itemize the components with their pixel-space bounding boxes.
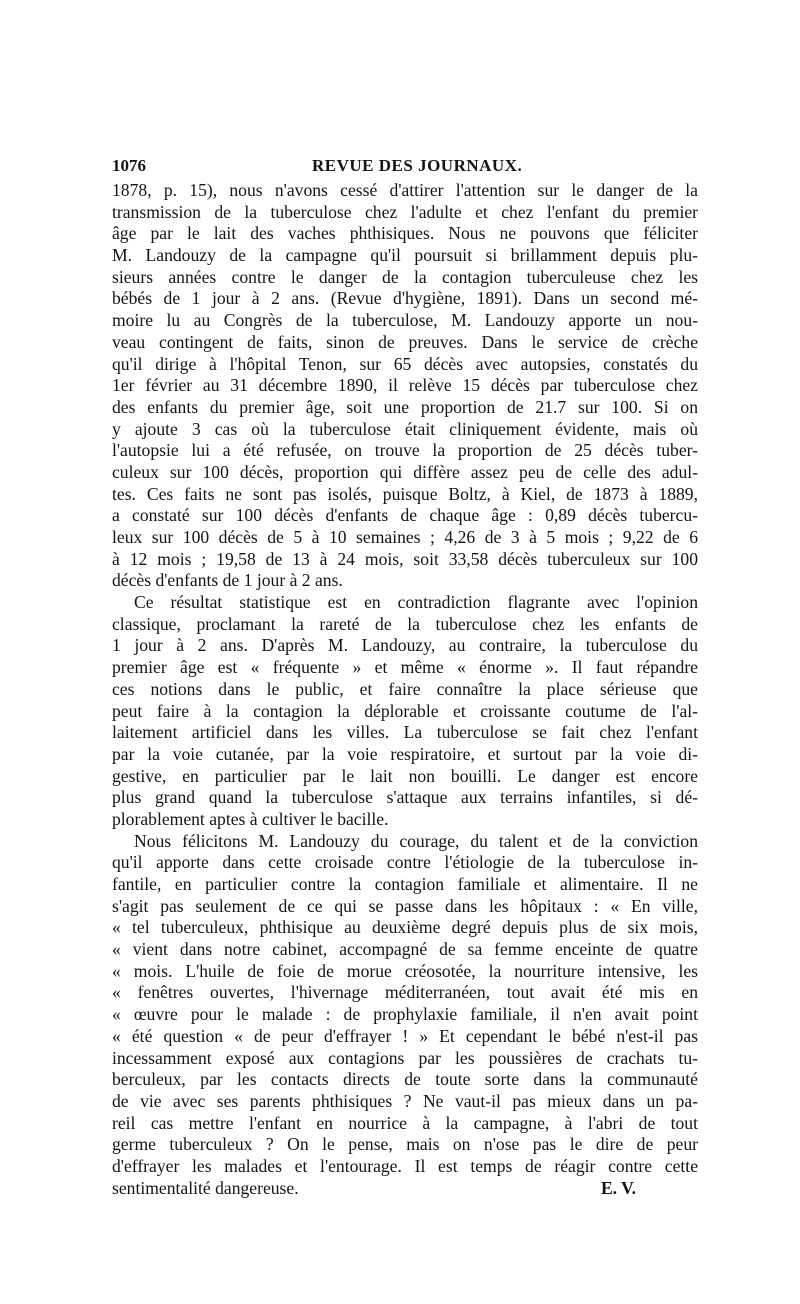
text-line — [112, 1069, 698, 1091]
text-line — [112, 874, 698, 896]
line-text: de vie avec ses parents phthisiques ? Ne vaut-il pas mieux dans un pa- — [112, 1090, 698, 1111]
line-text: l'autopsie lui a été refusée, on trouve la proportion de 25 décès tuber- — [112, 440, 698, 461]
line-text: à 12 mois ; 19,58 de 13 à 24 mois, soit 33,58 décès tuberculeux sur 100 — [112, 548, 698, 569]
line-text: berculeux, par les contacts directs de toute sorte dans la communauté — [112, 1069, 698, 1090]
text-line — [112, 310, 698, 332]
text-line — [112, 744, 698, 766]
text-line — [112, 939, 698, 961]
line-text: des enfants du premier âge, soit une proportion de 21.7 sur 100. Si on — [112, 396, 698, 417]
text-line — [112, 1134, 698, 1156]
line-text: « fenêtres ouvertes, l'hivernage méditerranéen, tout avait été mis en — [112, 982, 698, 1003]
text-line — [112, 809, 698, 831]
text-line — [112, 896, 698, 918]
text-line — [112, 419, 698, 441]
line-text: « tel tuberculeux, phthisique au deuxième degré depuis plus de six mois, — [112, 917, 698, 938]
line-text: y ajoute 3 cas où la tuberculose était cliniquement évidente, mais où — [112, 418, 698, 439]
line-text: reil cas mettre l'enfant en nourrice à la campagne, à l'abri de tout — [112, 1112, 698, 1133]
text-line — [112, 592, 698, 614]
line-text: plus grand quand la tuberculose s'attaque aux terrains infantiles, si dé- — [112, 787, 698, 808]
line-text: classique, proclamant la rareté de la tuberculose chez les enfants de — [112, 613, 698, 634]
line-text: 1 jour à 2 ans. D'après M. Landouzy, au contraire, la tuberculose du — [112, 635, 698, 656]
line-text: veau contingent de faits, sinon de preuves. Dans le service de crèche — [112, 331, 698, 352]
line-text: tes. Ces faits ne sont pas isolés, puisque Boltz, à Kiel, de 1873 à 1889, — [112, 483, 698, 504]
line-text: Ce résultat statistique est en contradiction flagrante avec l'opinion — [134, 592, 698, 613]
text-line — [112, 484, 698, 506]
text-line — [112, 722, 698, 744]
line-text: sentimentalité dangereuse. — [112, 1177, 299, 1198]
text-line — [112, 701, 698, 723]
line-text: fantile, en particulier contre la contagion familiale et alimentaire. Il ne — [112, 874, 698, 894]
text-line — [112, 570, 698, 592]
line-text: Nous félicitons M. Landouzy du courage, du talent et de la conviction — [134, 830, 698, 851]
text-line — [112, 1004, 698, 1026]
text-line — [112, 527, 698, 549]
line-text: « mois. L'huile de foie de morue créosotée, la nourriture intensive, les — [112, 960, 698, 981]
line-text: plorablement aptes à cultiver le bacille. — [112, 808, 389, 829]
line-text: premier âge est « fréquente » et même « énorme ». Il faut répandre — [112, 657, 698, 678]
line-text: qu'il dirige à l'hôpital Tenon, sur 65 décès avec autopsies, constatés du — [112, 353, 698, 374]
text-line — [112, 223, 698, 245]
page-header — [112, 150, 698, 180]
text-line — [112, 917, 698, 939]
text-line — [112, 787, 698, 809]
text-line — [112, 505, 698, 527]
text-line — [112, 397, 698, 419]
text-line — [112, 635, 698, 657]
line-text: sieurs années contre le danger de la contagion tuberculeuse chez les — [112, 266, 698, 287]
line-text: leux sur 100 décès de 5 à 10 semaines ; 4,26 de 3 à 5 mois ; 9,22 de 6 — [112, 527, 698, 547]
text-line — [112, 982, 698, 1004]
text-line — [112, 766, 698, 788]
line-text: 1er février au 31 décembre 1890, il relève 15 décès par tuberculose chez — [112, 375, 698, 396]
text-line — [112, 657, 698, 679]
line-text: s'agit pas seulement de ce qui se passe dans les hôpitaux : « En ville, — [112, 895, 698, 916]
paragraph-1 — [112, 180, 698, 592]
line-text: moire lu au Congrès de la tuberculose, M. Landouzy apporte un nou- — [112, 310, 698, 331]
line-text: germe tuberculeux ? On le pense, mais on n'ose pas le dire de peur — [112, 1134, 698, 1155]
line-text: incessamment exposé aux contagions par les poussières de crachats tu- — [112, 1047, 698, 1068]
line-text: d'effrayer les malades et l'entourage. Il est temps de réagir contre cette — [112, 1155, 698, 1176]
author-signature: E. V. — [600, 1177, 636, 1198]
text-line — [112, 614, 698, 636]
line-text: laitement artificiel dans les villes. La tuberculose se fait chez l'enfant — [112, 722, 698, 743]
text-line — [112, 852, 698, 874]
running-title: REVUE DES JOURNAUX. — [312, 156, 523, 175]
line-text: a constaté sur 100 décès d'enfants de chaque âge : 0,89 décès tubercu- — [112, 505, 698, 526]
line-text: par la voie cutanée, par la voie respiratoire, et surtout par la voie di- — [112, 743, 698, 764]
text-line — [112, 831, 698, 853]
text-line — [112, 354, 698, 376]
line-text: « vient dans notre cabinet, accompagné de sa femme enceinte de quatre — [112, 939, 698, 960]
line-text: « été question « de peur d'effrayer ! » Et cependant le bébé n'est-il pas — [112, 1025, 698, 1046]
line-text: culeux sur 100 décès, proportion qui diffère assez peu de celle des adul- — [112, 461, 698, 482]
text-line — [112, 1026, 698, 1048]
line-text: âge par le lait des vaches phthisiques. Nous ne pouvons que féliciter — [112, 223, 698, 244]
line-text: ces notions dans le public, et faire connaître la place sérieuse que — [112, 678, 698, 699]
text-line — [112, 549, 698, 571]
text-line — [112, 462, 698, 484]
text-line — [112, 332, 698, 354]
line-text: gestive, en particulier par le lait non bouilli. Le danger est encore — [112, 765, 698, 786]
text-line — [112, 440, 698, 462]
text-line — [112, 180, 698, 202]
line-text: « œuvre pour le malade : de prophylaxie familiale, il n'en avait point — [112, 1004, 698, 1025]
line-text: qu'il apporte dans cette croisade contre l'étiologie de la tuberculose in- — [112, 852, 698, 873]
text-line — [112, 1113, 698, 1135]
text-line — [112, 245, 698, 267]
text-line — [112, 679, 698, 701]
page-number: 1076 — [112, 156, 146, 175]
line-text: peut faire à la contagion la déplorable et croissante coutume de l'al- — [112, 700, 698, 721]
text-line — [112, 1178, 698, 1200]
text-line — [112, 1091, 698, 1113]
text-line — [112, 1156, 698, 1178]
text-line — [112, 375, 698, 397]
text-line — [112, 1048, 698, 1070]
text-line — [112, 961, 698, 983]
line-text: 1878, p. 15), nous n'avons cessé d'attirer l'attention sur le danger de la — [112, 180, 698, 200]
paragraph-2 — [112, 592, 698, 831]
article-body — [112, 180, 698, 1199]
line-text: bébés de 1 jour à 2 ans. (Revue d'hygiène, 1891). Dans un second mé- — [112, 288, 698, 309]
line-text: M. Landouzy de la campagne qu'il poursuit si brillamment depuis plu- — [112, 245, 698, 266]
line-text: décès d'enfants de 1 jour à 2 ans. — [112, 570, 343, 591]
line-text: transmission de la tuberculose chez l'adulte et chez l'enfant du premier — [112, 201, 698, 222]
text-line — [112, 267, 698, 289]
text-line — [112, 288, 698, 310]
text-line — [112, 202, 698, 224]
paragraph-3 — [112, 831, 698, 1200]
